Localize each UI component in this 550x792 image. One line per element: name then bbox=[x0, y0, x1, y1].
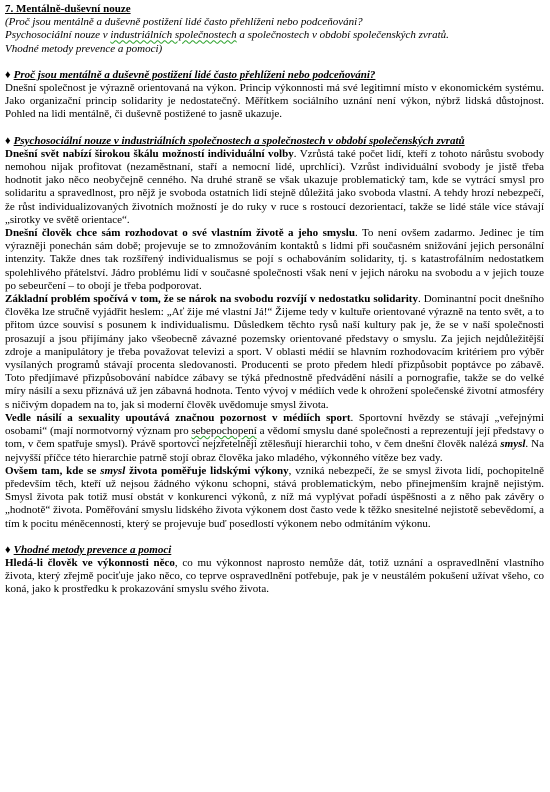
paragraph-body: . Sportovní hvězdy se stávají „veřejnými osobami“ (mají normotvorný význam pro bbox=[5, 411, 545, 438]
paragraph-lead: Dnešní člověk chce sám rozhodovat o své vlastním životě a jeho smyslu bbox=[5, 227, 355, 240]
paragraph-body: , co mu výkonnost naprosto nemůže dát, totiž uznání a ospravedlnění vlastního života, který zřejmě pociťuje jako něco, co teprve ospravedlnění potřebuje, pak je v neustálém pokušení užívat všeho, co koná, jako k prostředku k prokazování smyslu svého života. bbox=[5, 556, 544, 596]
paragraph-lead: Dnešní svět nabízí širokou škálu možností individuální volby bbox=[5, 147, 294, 160]
paragraph-lead: Ovšem tam, kde se bbox=[5, 464, 101, 477]
spellcheck-underlined-word: sebepochopení bbox=[191, 425, 257, 438]
section-2-paragraph-1 bbox=[5, 148, 544, 227]
section-2-paragraph-2 bbox=[5, 227, 544, 293]
paragraph-lead: života poměřuje lidskými výkony bbox=[125, 464, 289, 477]
paragraph-body: , vzniká nebezpečí, že se smysl života lidí, pochopitelně především těch, kteří už nejsou žádného výkonu schopni, stává problematickým, nebo přinejmenším krajně nejistým. Smysl života pak totiž musí obstát v konkurenci výkonů, z níž má vyplývat pořadí úspěšnosti a z něho pak závěry o „hodnotě“ života. Poměřování smyslu lidského života výkonem dost často vede k těžko snesitelné nejistotě sebevědomí, a tím k pocitu méněcennosti, který se projevuje buď posedlostí výkonem nebo odmítáním výkonu. bbox=[5, 464, 544, 530]
emphasis-word: smysl bbox=[100, 464, 126, 477]
chapter-intro bbox=[5, 16, 544, 56]
section-3-title bbox=[5, 544, 544, 557]
spellcheck-underlined-phrase: industriálních společnostech bbox=[110, 29, 237, 42]
section-3-paragraph-1 bbox=[5, 557, 544, 597]
emphasis-word: smysl bbox=[500, 438, 526, 451]
diamond-bullet-icon: ♦ bbox=[5, 68, 11, 81]
section-1-title-text: Proč jsou mentálně a duševně postižení lidé často přehlíženi nebo podceňováni? bbox=[13, 68, 376, 81]
paragraph-lead: Základní problém spočívá v tom, že se nárok na svobodu rozvíjí v nedostatku solidarity bbox=[5, 293, 418, 306]
section-2-title bbox=[5, 135, 544, 148]
paragraph-lead: Vedle násilí a sexuality upoutává značnou pozornost v médiích sport bbox=[5, 411, 351, 424]
paragraph-lead: Hledá-li člověk ve výkonnosti něco bbox=[5, 556, 175, 569]
spacer bbox=[5, 122, 544, 135]
intro-line-2b: a společnostech v období společenských zvratů. bbox=[236, 29, 449, 42]
chapter-title: Mentálně-duševní nouze bbox=[16, 3, 131, 15]
paragraph-body: . To není ovšem zadarmo. Jedinec je tím výrazněji ponechán sám době; projevuje se to zmnožováním kontaktů s lidmi při současném snižování jejich personální intenzity. Takže dnes tak rozšířený individualismus se pojí s ochabováním solidarity, tj. s katastrofálním nedostatkem spolehlivého přátelství. Jádro problému lidí v současné společnosti však není v jejich nároku na svobodu a v jejich touze po sebeurčení – to obojí je třeba podporovat. bbox=[5, 227, 544, 292]
section-2-paragraph-4 bbox=[5, 412, 544, 465]
paragraph-body: . Na nejvyšší příčce této hierarchie patrně stojí obraz člověka jako mladého, výkonného vítěze bez vady. bbox=[5, 438, 544, 464]
section-1-paragraph: Dnešní společnost je výrazně orientovaná na výkon. Princip výkonnosti má své legitimní místo v ekonomickém systému. Jako organizační princip solidarity je nedostatečný. Měřítkem sociálního uznání není výkon, nýbrž lidská důstojnost. Pohled na lidi mentálně, či duševně postižené to jasně ukazuje. bbox=[5, 82, 544, 121]
spacer bbox=[5, 531, 544, 544]
diamond-bullet-icon: ♦ bbox=[5, 543, 11, 556]
chapter-number: 7. bbox=[5, 3, 14, 15]
diamond-bullet-icon: ♦ bbox=[5, 134, 11, 147]
section-1-title bbox=[5, 69, 544, 82]
intro-line-2a: Psychosociální nouze v bbox=[5, 29, 111, 42]
intro-line-3: Vhodné metody prevence a pomoci) bbox=[5, 42, 163, 55]
section-2-paragraph-3 bbox=[5, 293, 544, 412]
section-2-paragraph-5 bbox=[5, 465, 544, 531]
chapter-heading bbox=[5, 3, 544, 16]
paragraph-body: . Vzrůstá také počet lidí, kteří z tohoto nárůstu svobody nemohou nijak profitovat (nezaměstnaní, staří a nemocní lidé, uprchlíci). Vzrůst individuální svobody je jistě třeba hodnotit jako něco neobyčejně cenného. Na druhé straně se však ukazuje problematický tam, kde se vytrácí smysl pro solidaritu a spravedlnost, pro nějž je svoboda ostatních lidí stejně důležitá jako svoboda vlastní. A tehdy hrozí nebezpečí, že růst individualizovaných životních možností je do ruky v ruce s rostoucí dezorientací, takže se lidé stále více stávají „sirotky ve světě orientace“. bbox=[5, 147, 544, 226]
paragraph-body: . Dominantní pocit dnešního člověka lze stručně vyjádřit heslem: „Ať žije mé vlastní Já!“ Žijeme tedy v kultuře orientované výrazně na tento svět, a to přitom úzce souvisí s posunem k individualismu. Důsledkem těchto rysů naší kultury pak je, že se v naší společnosti prosazují a jsou přijímány jako všeobecně závazné pozemsky orientované představy o smyslu. Za jejich nejdůležitější zdroje a manipulátory je třeba považovat televizi a sport. V oblasti médií se hlavním rozhodovacím kritériem pro výběr vysílaných programů stávají procenta sledovanosti. Producenti se proto předem hledí přizpůsobit poptávce po zábavě. Toto předjímavé přizpůsobování nabídce zábavy se týká přednostně předvádění násilí a pornografie, takže se do velké míry násilí a sexu přiznává už jen zábavná hodnota. Tento vývoj v médiích vede k ohrožení společenské životní atmosféry s ničivým dopadem na to, jak si moderní člověk uvědomuje smysl života. bbox=[5, 293, 545, 411]
intro-line-1: (Proč jsou mentálně a duševně postižení lidé často přehlíženi nebo podceňováni? bbox=[5, 16, 363, 29]
paragraph-body: a vědomí smyslu dané společnosti a reprezentují její představy o tom, v čem spatřuje smysl). Právě sportovci nejzřetelněji ztělesňují hierarchii toho, v čem dnešní člověk nalézá bbox=[5, 425, 544, 451]
section-3-title-text: Vhodné metody prevence a pomoci bbox=[13, 543, 172, 556]
section-2-title-text: Psychosociální nouze v industriálních společnostech a společnostech v období společenských zvratů bbox=[13, 134, 465, 147]
